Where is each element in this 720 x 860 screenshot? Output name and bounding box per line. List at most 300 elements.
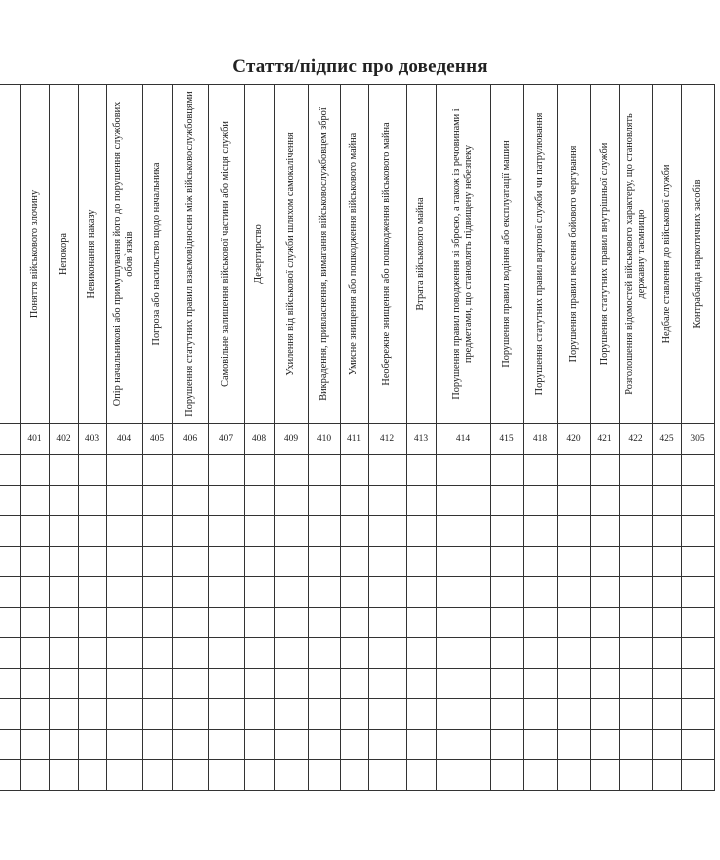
signature-cell[interactable] <box>681 668 714 699</box>
signature-cell[interactable] <box>106 607 142 638</box>
article-header-cell <box>49 85 78 424</box>
signature-cell[interactable] <box>406 485 436 516</box>
signature-cell[interactable] <box>436 638 490 669</box>
signature-cell[interactable] <box>78 546 106 577</box>
signature-cell[interactable] <box>274 577 308 608</box>
signature-cell[interactable] <box>106 638 142 669</box>
signature-cell[interactable] <box>274 546 308 577</box>
article-title: Дезертирство <box>253 224 264 284</box>
signature-cell[interactable] <box>308 455 340 486</box>
signature-cell[interactable] <box>20 516 49 547</box>
signature-cell[interactable] <box>106 668 142 699</box>
signature-cell[interactable] <box>368 638 406 669</box>
signature-cell[interactable] <box>78 516 106 547</box>
article-code: 425 <box>652 424 681 455</box>
article-code: 409 <box>274 424 308 455</box>
signature-cell[interactable] <box>172 546 208 577</box>
signature-cell[interactable] <box>274 455 308 486</box>
signature-cell[interactable] <box>0 638 20 669</box>
signature-cell[interactable] <box>78 668 106 699</box>
signature-cell[interactable] <box>208 729 244 760</box>
article-header-cell <box>490 85 523 424</box>
signature-cell[interactable] <box>78 699 106 730</box>
signature-cell[interactable] <box>49 455 78 486</box>
signature-cell[interactable] <box>244 760 274 791</box>
article-code: 422 <box>619 424 652 455</box>
article-code: 404 <box>106 424 142 455</box>
article-title: Розголошення відомостей військового характеру, що становлять державну таємницю <box>623 113 647 395</box>
signature-cell[interactable] <box>78 729 106 760</box>
signature-cell[interactable] <box>652 760 681 791</box>
signature-cell[interactable] <box>20 577 49 608</box>
signature-cell[interactable] <box>49 607 78 638</box>
signature-cell[interactable] <box>0 760 20 791</box>
signature-cell[interactable] <box>244 638 274 669</box>
article-header-cell <box>244 85 274 424</box>
signature-cell[interactable] <box>619 638 652 669</box>
article-title: Самовільне залишення військової частини або місця служби <box>220 121 231 387</box>
form-table-area <box>0 84 705 794</box>
signature-cell[interactable] <box>490 729 523 760</box>
article-code: 305 <box>681 424 714 455</box>
signature-cell[interactable] <box>274 668 308 699</box>
signature-cell[interactable] <box>308 699 340 730</box>
signature-cell[interactable] <box>523 607 557 638</box>
signature-cell[interactable] <box>590 729 619 760</box>
signature-cell[interactable] <box>406 638 436 669</box>
signature-cell[interactable] <box>436 668 490 699</box>
signature-cell[interactable] <box>490 699 523 730</box>
signature-cell[interactable] <box>436 760 490 791</box>
article-header-cell <box>172 85 208 424</box>
signature-cell[interactable] <box>172 455 208 486</box>
signature-cell[interactable] <box>20 760 49 791</box>
signature-cell[interactable] <box>340 729 368 760</box>
article-header-cell <box>557 85 590 424</box>
signature-cell[interactable] <box>406 607 436 638</box>
article-header-cell <box>590 85 619 424</box>
signature-row <box>0 577 714 608</box>
signature-cell[interactable] <box>681 546 714 577</box>
signature-cell[interactable] <box>557 546 590 577</box>
signature-cell[interactable] <box>78 455 106 486</box>
signature-cell[interactable] <box>681 638 714 669</box>
signature-cell[interactable] <box>652 668 681 699</box>
signature-cell[interactable] <box>619 546 652 577</box>
article-title: Недбале ставлення до військової служби <box>660 164 672 344</box>
signature-cell[interactable] <box>436 607 490 638</box>
signature-cell[interactable] <box>490 760 523 791</box>
signature-cell[interactable] <box>652 485 681 516</box>
signature-cell[interactable] <box>681 485 714 516</box>
signature-cell[interactable] <box>557 607 590 638</box>
signature-cell[interactable] <box>490 455 523 486</box>
signature-cell[interactable] <box>78 485 106 516</box>
signature-cell[interactable] <box>557 760 590 791</box>
signature-cell[interactable] <box>208 760 244 791</box>
signature-cell[interactable] <box>652 455 681 486</box>
signature-cell[interactable] <box>0 668 20 699</box>
signature-cell[interactable] <box>523 668 557 699</box>
signature-cell[interactable] <box>274 638 308 669</box>
signature-row <box>0 668 714 699</box>
signature-cell[interactable] <box>619 455 652 486</box>
article-code: 402 <box>49 424 78 455</box>
signature-cell[interactable] <box>490 516 523 547</box>
signature-cell[interactable] <box>436 699 490 730</box>
signature-cell[interactable] <box>20 607 49 638</box>
signature-cell[interactable] <box>308 485 340 516</box>
signature-cell[interactable] <box>523 485 557 516</box>
signature-cell[interactable] <box>142 455 172 486</box>
signature-cell[interactable] <box>49 729 78 760</box>
signature-cell[interactable] <box>208 699 244 730</box>
signature-cell[interactable] <box>244 607 274 638</box>
article-code: 408 <box>244 424 274 455</box>
signature-cell[interactable] <box>368 607 406 638</box>
signature-cell[interactable] <box>340 760 368 791</box>
signature-cell[interactable] <box>619 485 652 516</box>
signature-cell[interactable] <box>0 577 20 608</box>
signature-cell[interactable] <box>308 668 340 699</box>
article-code: 411 <box>340 424 368 455</box>
signature-cell[interactable] <box>340 668 368 699</box>
signature-cell[interactable] <box>557 668 590 699</box>
signature-cell[interactable] <box>244 455 274 486</box>
article-header-cell <box>106 85 142 424</box>
article-title: Необережне знищення або пошкодження військового майна <box>381 122 392 386</box>
signature-cell[interactable] <box>368 760 406 791</box>
signature-cell[interactable] <box>49 516 78 547</box>
article-header-cell <box>436 85 490 424</box>
signature-cell[interactable] <box>172 760 208 791</box>
signature-cell[interactable] <box>0 485 20 516</box>
signature-cell[interactable] <box>49 577 78 608</box>
signature-cell[interactable] <box>244 668 274 699</box>
signature-cell[interactable] <box>523 577 557 608</box>
header-corner-cell <box>0 85 20 424</box>
article-title: Умисне знищення або пошкодження військового майна <box>348 132 359 376</box>
code-corner-cell <box>0 424 20 455</box>
signature-cell[interactable] <box>681 516 714 547</box>
signature-cell[interactable] <box>106 577 142 608</box>
signature-cell[interactable] <box>368 455 406 486</box>
signature-cell[interactable] <box>619 607 652 638</box>
signature-cell[interactable] <box>49 485 78 516</box>
signature-cell[interactable] <box>436 729 490 760</box>
signature-cell[interactable] <box>20 546 49 577</box>
article-code: 405 <box>142 424 172 455</box>
signature-cell[interactable] <box>590 455 619 486</box>
article-title: Порушення правил несення бойового чергування <box>567 145 579 363</box>
signature-cell[interactable] <box>20 699 49 730</box>
article-header-cell <box>619 85 652 424</box>
signature-cell[interactable] <box>106 455 142 486</box>
signature-cell[interactable] <box>308 729 340 760</box>
signature-cell[interactable] <box>308 607 340 638</box>
signature-cell[interactable] <box>172 729 208 760</box>
signature-cell[interactable] <box>619 516 652 547</box>
signature-cell[interactable] <box>436 577 490 608</box>
article-title: Втрата військового майна <box>415 197 426 311</box>
signature-cell[interactable] <box>308 760 340 791</box>
signature-cell[interactable] <box>523 729 557 760</box>
signature-cell[interactable] <box>368 577 406 608</box>
signature-cell[interactable] <box>244 577 274 608</box>
signature-cell[interactable] <box>652 699 681 730</box>
signature-cell[interactable] <box>619 668 652 699</box>
signature-cell[interactable] <box>49 638 78 669</box>
article-header-cell <box>20 85 49 424</box>
signature-cell[interactable] <box>308 577 340 608</box>
signature-cell[interactable] <box>406 546 436 577</box>
signature-cell[interactable] <box>308 546 340 577</box>
article-code: 415 <box>490 424 523 455</box>
signature-cell[interactable] <box>142 546 172 577</box>
signature-cell[interactable] <box>78 577 106 608</box>
signature-cell[interactable] <box>406 668 436 699</box>
signature-cell[interactable] <box>681 729 714 760</box>
signature-cell[interactable] <box>652 577 681 608</box>
signature-cell[interactable] <box>49 760 78 791</box>
signature-cell[interactable] <box>590 638 619 669</box>
article-title: Непокора <box>57 233 69 276</box>
signature-cell[interactable] <box>20 668 49 699</box>
signature-cell[interactable] <box>308 516 340 547</box>
signature-cell[interactable] <box>142 485 172 516</box>
signature-cell[interactable] <box>681 760 714 791</box>
signature-cell[interactable] <box>172 485 208 516</box>
signature-cell[interactable] <box>49 546 78 577</box>
signature-cell[interactable] <box>208 516 244 547</box>
article-code-row <box>0 424 714 455</box>
signature-cell[interactable] <box>436 485 490 516</box>
signature-cell[interactable] <box>106 546 142 577</box>
signature-cell[interactable] <box>78 638 106 669</box>
signature-cell[interactable] <box>436 455 490 486</box>
signature-cell[interactable] <box>652 729 681 760</box>
signature-cell[interactable] <box>0 729 20 760</box>
signature-cell[interactable] <box>106 729 142 760</box>
signature-cell[interactable] <box>523 699 557 730</box>
signature-cell[interactable] <box>208 455 244 486</box>
signature-cell[interactable] <box>406 577 436 608</box>
signature-cell[interactable] <box>406 760 436 791</box>
signature-cell[interactable] <box>172 607 208 638</box>
signature-cell[interactable] <box>490 607 523 638</box>
article-title: Викрадення, привласнення, вимагання військовослужбовцем зброї <box>318 107 329 401</box>
article-header-cell <box>208 85 244 424</box>
signature-cell[interactable] <box>208 485 244 516</box>
signature-cell[interactable] <box>0 546 20 577</box>
signature-row <box>0 516 714 547</box>
signature-cell[interactable] <box>0 699 20 730</box>
signature-cell[interactable] <box>0 516 20 547</box>
signature-cell[interactable] <box>142 638 172 669</box>
article-header-cell <box>78 85 106 424</box>
signature-cell[interactable] <box>308 638 340 669</box>
signature-cell[interactable] <box>274 516 308 547</box>
article-header-cell <box>308 85 340 424</box>
signature-cell[interactable] <box>0 607 20 638</box>
signature-cell[interactable] <box>406 729 436 760</box>
signature-cell[interactable] <box>274 607 308 638</box>
article-header-cell <box>652 85 681 424</box>
signature-cell[interactable] <box>652 516 681 547</box>
signature-cell[interactable] <box>490 546 523 577</box>
signature-cell[interactable] <box>172 577 208 608</box>
signature-cell[interactable] <box>208 546 244 577</box>
signature-cell[interactable] <box>557 638 590 669</box>
article-title: Погроза або насильство щодо начальника <box>151 162 162 346</box>
signature-cell[interactable] <box>208 668 244 699</box>
signature-cell[interactable] <box>106 699 142 730</box>
signature-cell[interactable] <box>274 760 308 791</box>
article-code: 410 <box>308 424 340 455</box>
signature-cell[interactable] <box>619 699 652 730</box>
signature-cell[interactable] <box>49 668 78 699</box>
signature-cell[interactable] <box>142 577 172 608</box>
signature-cell[interactable] <box>244 699 274 730</box>
signature-cell[interactable] <box>368 516 406 547</box>
article-header-cell <box>368 85 406 424</box>
signature-cell[interactable] <box>244 485 274 516</box>
signature-cell[interactable] <box>340 546 368 577</box>
article-title: Ухилення від військової служби шляхом самокалічення <box>285 132 296 376</box>
signature-cell[interactable] <box>142 668 172 699</box>
signature-cell[interactable] <box>208 577 244 608</box>
signature-cell[interactable] <box>368 699 406 730</box>
signature-cell[interactable] <box>590 516 619 547</box>
signature-cell[interactable] <box>590 577 619 608</box>
signature-cell[interactable] <box>590 546 619 577</box>
signature-cell[interactable] <box>244 729 274 760</box>
signature-cell[interactable] <box>557 699 590 730</box>
signature-cell[interactable] <box>681 699 714 730</box>
signature-cell[interactable] <box>436 546 490 577</box>
signature-cell[interactable] <box>619 760 652 791</box>
signature-cell[interactable] <box>590 760 619 791</box>
article-code: 413 <box>406 424 436 455</box>
signature-cell[interactable] <box>78 607 106 638</box>
article-title: Порушення правил поводження зі зброєю, а також із речовинами і предметами, що становлять підвищену небезпеку <box>451 108 474 400</box>
signature-cell[interactable] <box>208 638 244 669</box>
signature-cell[interactable] <box>20 485 49 516</box>
article-code: 412 <box>368 424 406 455</box>
signature-cell[interactable] <box>340 607 368 638</box>
signature-cell[interactable] <box>142 760 172 791</box>
signature-cell[interactable] <box>20 455 49 486</box>
signature-cell[interactable] <box>244 546 274 577</box>
signature-cell[interactable] <box>557 729 590 760</box>
signature-cell[interactable] <box>142 699 172 730</box>
signature-cell[interactable] <box>590 607 619 638</box>
signature-cell[interactable] <box>142 516 172 547</box>
signature-cell[interactable] <box>619 577 652 608</box>
signature-cell[interactable] <box>490 485 523 516</box>
signature-cell[interactable] <box>557 577 590 608</box>
signature-cell[interactable] <box>274 485 308 516</box>
signature-row <box>0 729 714 760</box>
signature-cell[interactable] <box>490 577 523 608</box>
article-title: Контрабанда наркотичних засобів <box>691 179 703 329</box>
signature-cell[interactable] <box>368 485 406 516</box>
signature-cell[interactable] <box>590 485 619 516</box>
signature-cell[interactable] <box>20 638 49 669</box>
signature-cell[interactable] <box>172 638 208 669</box>
signature-cell[interactable] <box>681 607 714 638</box>
signature-cell[interactable] <box>557 485 590 516</box>
article-title: Порушення статутних правил взаємовідносин між військовослужбовцями <box>184 91 195 417</box>
signature-cell[interactable] <box>340 577 368 608</box>
signature-cell[interactable] <box>49 699 78 730</box>
signature-cell[interactable] <box>340 485 368 516</box>
signature-cell[interactable] <box>406 455 436 486</box>
signature-cell[interactable] <box>681 455 714 486</box>
signature-cell[interactable] <box>142 607 172 638</box>
signature-cell[interactable] <box>172 699 208 730</box>
signature-cell[interactable] <box>590 699 619 730</box>
signature-cell[interactable] <box>142 729 172 760</box>
signature-cell[interactable] <box>340 638 368 669</box>
signature-cell[interactable] <box>274 699 308 730</box>
signature-cell[interactable] <box>590 668 619 699</box>
signature-cell[interactable] <box>436 516 490 547</box>
signature-cell[interactable] <box>106 485 142 516</box>
signature-cell[interactable] <box>368 546 406 577</box>
article-header-cell <box>523 85 557 424</box>
article-title: Невиконання наказу <box>86 209 97 299</box>
signature-cell[interactable] <box>244 516 274 547</box>
signature-cell[interactable] <box>106 516 142 547</box>
signature-cell[interactable] <box>106 760 142 791</box>
signature-cell[interactable] <box>681 577 714 608</box>
signature-cell[interactable] <box>652 546 681 577</box>
signature-cell[interactable] <box>523 455 557 486</box>
signature-cell[interactable] <box>78 760 106 791</box>
signature-cell[interactable] <box>406 516 436 547</box>
header-row <box>0 85 714 424</box>
signature-cell[interactable] <box>340 455 368 486</box>
signature-cell[interactable] <box>20 729 49 760</box>
signature-cell[interactable] <box>523 516 557 547</box>
signature-cell[interactable] <box>368 729 406 760</box>
signature-cell[interactable] <box>274 729 308 760</box>
signature-cell[interactable] <box>523 546 557 577</box>
signature-row <box>0 546 714 577</box>
article-title: Поняття військового злочину <box>28 189 40 319</box>
signature-cell[interactable] <box>557 455 590 486</box>
signature-cell[interactable] <box>557 516 590 547</box>
signature-cell[interactable] <box>172 516 208 547</box>
signature-cell[interactable] <box>523 760 557 791</box>
signature-cell[interactable] <box>523 638 557 669</box>
signature-cell[interactable] <box>340 699 368 730</box>
signature-cell[interactable] <box>172 668 208 699</box>
article-title: Порушення статутних правил вартової служби чи патрулювання <box>534 112 545 396</box>
article-code: 418 <box>523 424 557 455</box>
signature-cell[interactable] <box>340 516 368 547</box>
signature-cell[interactable] <box>490 638 523 669</box>
signature-cell[interactable] <box>0 455 20 486</box>
signature-cell[interactable] <box>490 668 523 699</box>
signature-cell[interactable] <box>208 607 244 638</box>
signature-cell[interactable] <box>652 607 681 638</box>
signature-cell[interactable] <box>652 638 681 669</box>
signature-cell[interactable] <box>406 699 436 730</box>
signature-cell[interactable] <box>619 729 652 760</box>
signature-cell[interactable] <box>368 668 406 699</box>
